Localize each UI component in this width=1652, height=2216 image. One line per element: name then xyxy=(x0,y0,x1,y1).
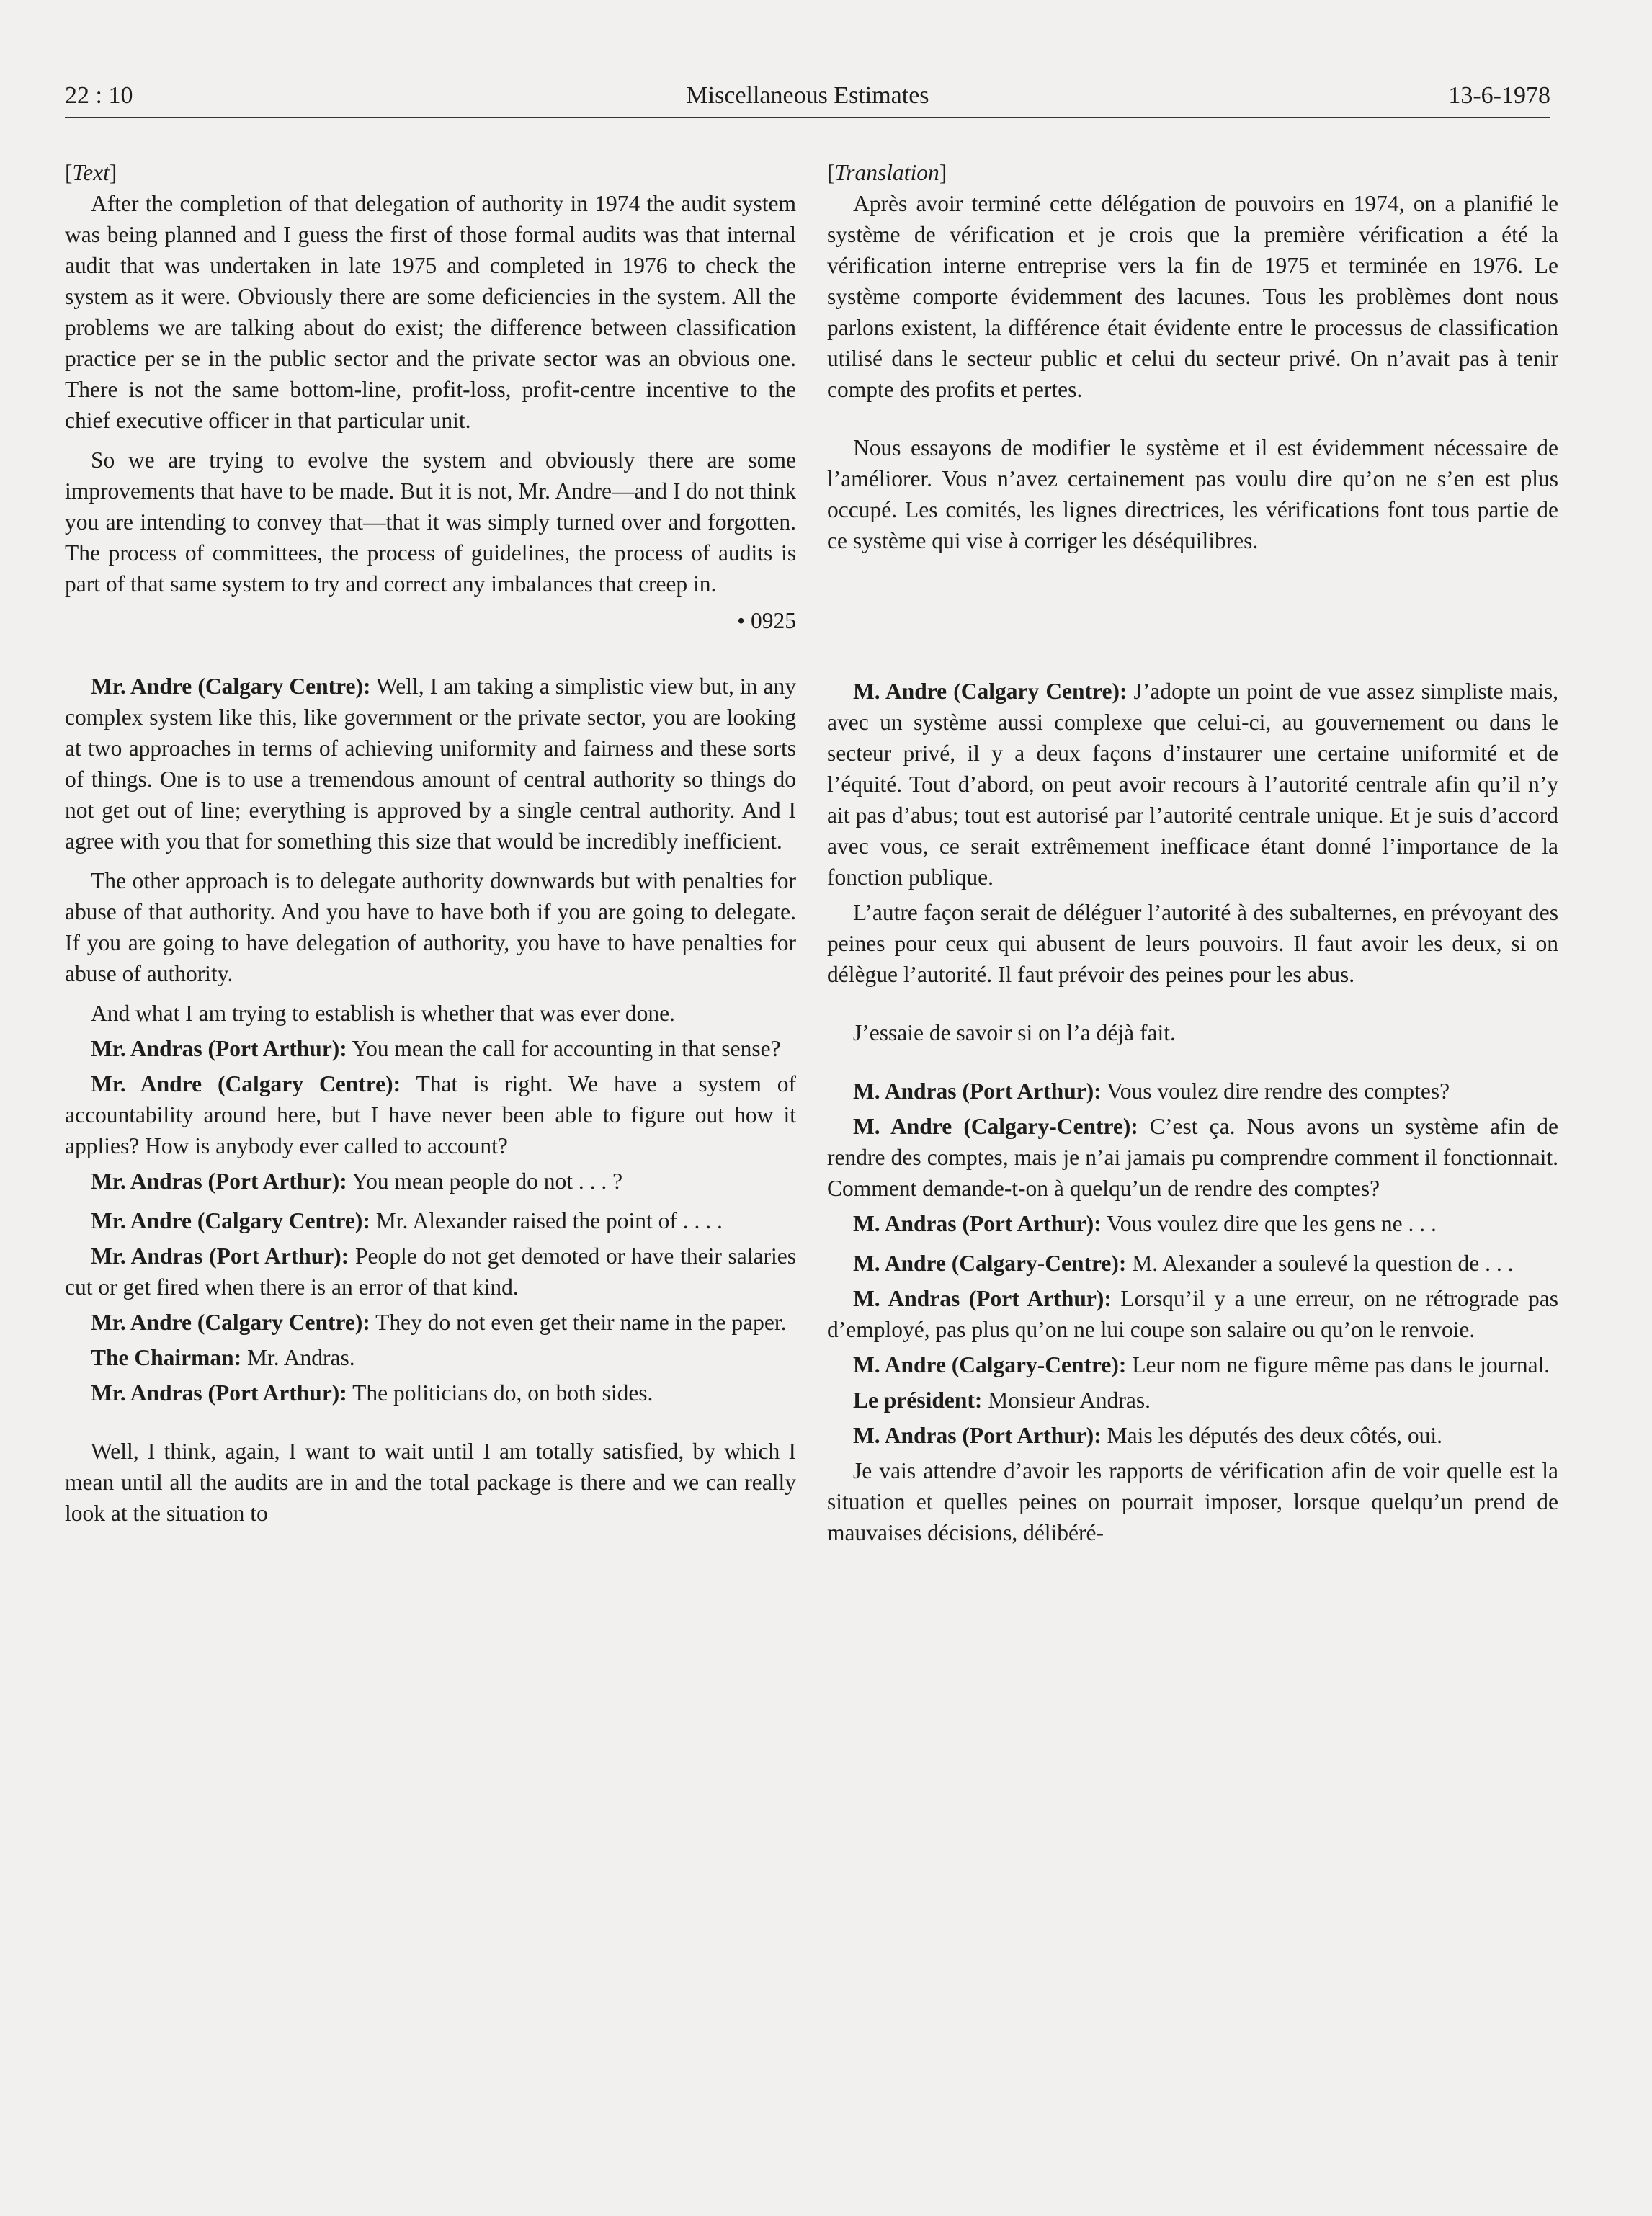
french-column xyxy=(827,157,1558,1548)
page-number: 22 : 10 xyxy=(65,82,133,109)
speech xyxy=(827,676,1558,893)
speaker-name: Mr. Andre (Calgary Centre): xyxy=(91,1310,370,1335)
paragraph: Well, I think, again, I want to wait until I am totally satisfied, by which I mean until all the audits are in and the total package is there and we can really look at the situation to xyxy=(65,1439,796,1526)
speaker-name: M. Andre (Calgary Centre): xyxy=(853,679,1128,704)
speech-text: Mr. Alexander raised the point of . . . . xyxy=(370,1208,723,1233)
speaker-name: Mr. Andras (Port Arthur): xyxy=(91,1243,349,1269)
speech xyxy=(827,1349,1558,1380)
paragraph: Nous essayons de modifier le système et il est évidemment nécessaire de l’améliorer. Vous n’avez certainement pas voulu dire qu’on ne s’en est plus occupé. Les comités, les lignes directrices, les vérifications font tous partie de ce système qui vise à corriger les déséquilibres. xyxy=(827,435,1558,553)
speaker-name: M. Andras (Port Arthur): xyxy=(853,1423,1102,1448)
speech-text: Vous voulez dire rendre des comptes? xyxy=(1101,1078,1450,1104)
speech xyxy=(65,1241,796,1303)
speaker-name: Mr. Andre (Calgary Centre): xyxy=(91,1071,401,1096)
speech-text: Vous voulez dire que les gens ne . . . xyxy=(1101,1211,1437,1236)
paragraph: Après avoir terminé cette délégation de pouvoirs en 1974, on a planifié le système de vérification et je crois que la première vérification a été la vérification interne entreprise vers la fin de 1975 et terminée en 1976. Le système comporte évidemment des lacunes. Tous les problèmes dont nous parlons existent, la différence était évidente entre le processus de classification utilisé dans le secteur public et celui du secteur privé. On n’avait pas à tenir compte des profits et pertes. xyxy=(827,191,1558,402)
speaker-name: Mr. Andre (Calgary Centre): xyxy=(91,1208,370,1233)
speaker-name: M. Andre (Calgary-Centre): xyxy=(853,1114,1138,1139)
page-header xyxy=(65,79,1550,118)
speech xyxy=(65,671,796,857)
speaker-name: Mr. Andre (Calgary Centre): xyxy=(91,674,371,699)
speech-text: You mean the call for accounting in that sense? xyxy=(347,1036,781,1061)
speech xyxy=(65,1377,796,1408)
speaker-name: Le président: xyxy=(853,1388,983,1413)
speaker-name: Mr. Andras (Port Arthur): xyxy=(91,1169,347,1194)
speech-text: Leur nom ne figure même pas dans le journal. xyxy=(1126,1352,1550,1377)
paragraph: The other approach is to delegate authority downwards but with penalties for abuse of that authority. And you have to have both if you are going to delegate. If you are going to have delegation of authority, you have to have penalties for abuse of authority. xyxy=(65,868,796,986)
speaker-name: Mr. Andras (Port Arthur): xyxy=(91,1036,347,1061)
speaker-name: M. Andras (Port Arthur): xyxy=(853,1211,1102,1236)
speaker-name: M. Andre (Calgary-Centre): xyxy=(853,1251,1127,1276)
speech xyxy=(827,1248,1558,1279)
speech-text: J’adopte un point de vue assez simpliste mais, avec un système aussi complexe que celui-ci, au gouvernement ou dans le secteur privé, il y a deux façons d’instaurer une certaine uniformité et de l’équité. Tout d’abord, on peut avoir recours à l’autorité centrale afin qu’il n’y ait pas d’abus; tout est autorisé par l’autorité centrale unique. Et je suis d’accord avec vous, ce serait extrêmement inefficace étant donné l’importance de la fonction publique. xyxy=(827,679,1558,890)
speech xyxy=(65,1033,796,1064)
speech-text: They do not even get their name in the paper. xyxy=(370,1310,787,1335)
speech xyxy=(827,1208,1558,1239)
speech xyxy=(827,1420,1558,1451)
paragraph: Je vais attendre d’avoir les rapports de vérification afin de voir quelle est la situation et quelles peines on pourrait imposer, lorsque quelqu’un prend de mauvaises décisions, délibéré- xyxy=(827,1458,1558,1545)
paragraph: And what I am trying to establish is whether that was ever done. xyxy=(91,1001,675,1026)
speech xyxy=(65,1307,796,1338)
speech-text: The politicians do, on both sides. xyxy=(347,1380,653,1406)
speaker-name: The Chairman: xyxy=(91,1345,242,1370)
page-date: 13-6-1978 xyxy=(1448,82,1550,109)
speaker-name: Mr. Andras (Port Arthur): xyxy=(91,1380,347,1406)
speech-text: Lorsqu’il y a une erreur, on ne rétrograde pas d’employé, pas plus qu’on ne lui coupe son salaire ou qu’on le renvoie. xyxy=(827,1286,1558,1342)
speech-text: That is right. We have a system of accountability around here, but I have never been able to figure out how it applies? How is anybody ever called to account? xyxy=(65,1071,797,1158)
speech xyxy=(65,1166,796,1197)
speech-text: M. Alexander a soulevé la question de . . . xyxy=(1126,1251,1514,1276)
speech xyxy=(827,1283,1558,1345)
column-label: [Translation] xyxy=(827,160,947,185)
speaker-name: M. Andras (Port Arthur): xyxy=(853,1078,1102,1104)
paragraph: L’autre façon serait de déléguer l’autorité à des subalternes, en prévoyant des peines pour ceux qui abusent de leurs pouvoirs. Il faut avoir les deux, si on délègue l’autorité. Il faut prévoir des peines pour les abus. xyxy=(827,900,1558,987)
speaker-name: M. Andras (Port Arthur): xyxy=(853,1286,1112,1311)
paragraph: After the completion of that delegation of authority in 1974 the audit system was being planned and I guess the first of those formal audits was that internal audit that was undertaken in late 1975 and completed in 1976 to check the system as it were. Obviously there are some deficiencies in the system. All the problems we are talking about do exist; the difference between classification practice per se in the public sector and the private sector was an obvious one. There is not the same bottom-line, profit-loss, profit-centre incentive to the chief executive officer in that particular unit. xyxy=(65,191,796,433)
speech xyxy=(827,1111,1558,1204)
speech xyxy=(65,1342,796,1373)
speech-text: Well, I am taking a simplistic view but, in any complex system like this, like government or the private sector, you are looking at two approaches in terms of achieving uniformity and fairness and these sorts of things. One is to use a tremendous amount of central authority so things do not get out of line; everything is approved by a single central authority. And I agree with you that for something this size that would be incredibly inefficient. xyxy=(65,674,797,854)
running-title: Miscellaneous Estimates xyxy=(686,82,929,109)
speech-text: C’est ça. Nous avons un système afin de rendre des comptes, mais je n’ai jamais pu comprendre comment il fonctionnait. Comment demande-t-on à quelqu’un de rendre des comptes? xyxy=(827,1114,1559,1201)
speech xyxy=(65,1068,796,1161)
speech-text: Mr. Andras. xyxy=(241,1345,355,1370)
paragraph: J’essaie de savoir si on l’a déjà fait. xyxy=(853,1020,1176,1045)
speech xyxy=(827,1385,1558,1416)
speech-text: Monsieur Andras. xyxy=(982,1388,1151,1413)
speech-text: Mais les députés des deux côtés, oui. xyxy=(1101,1423,1442,1448)
speech-text: You mean people do not . . . ? xyxy=(347,1169,623,1194)
speech-text: People do not get demoted or have their salaries cut or get fired when there is an error of that kind. xyxy=(65,1243,796,1300)
speech xyxy=(827,1076,1558,1107)
paragraph: So we are trying to evolve the system and obviously there are some improvements that have to be made. But it is not, Mr. Andre—and I do not think you are intending to convey that—that it was simply turned over and forgotten. The process of committees, the process of guidelines, the process of audits is part of that same system to try and correct any imbalances that creep in. xyxy=(65,447,796,597)
time-marker: • 0925 xyxy=(737,608,796,633)
english-column xyxy=(65,157,796,1529)
speech xyxy=(65,1205,796,1236)
speaker-name: M. Andre (Calgary-Centre): xyxy=(853,1352,1127,1377)
column-label: [Text] xyxy=(65,160,117,185)
